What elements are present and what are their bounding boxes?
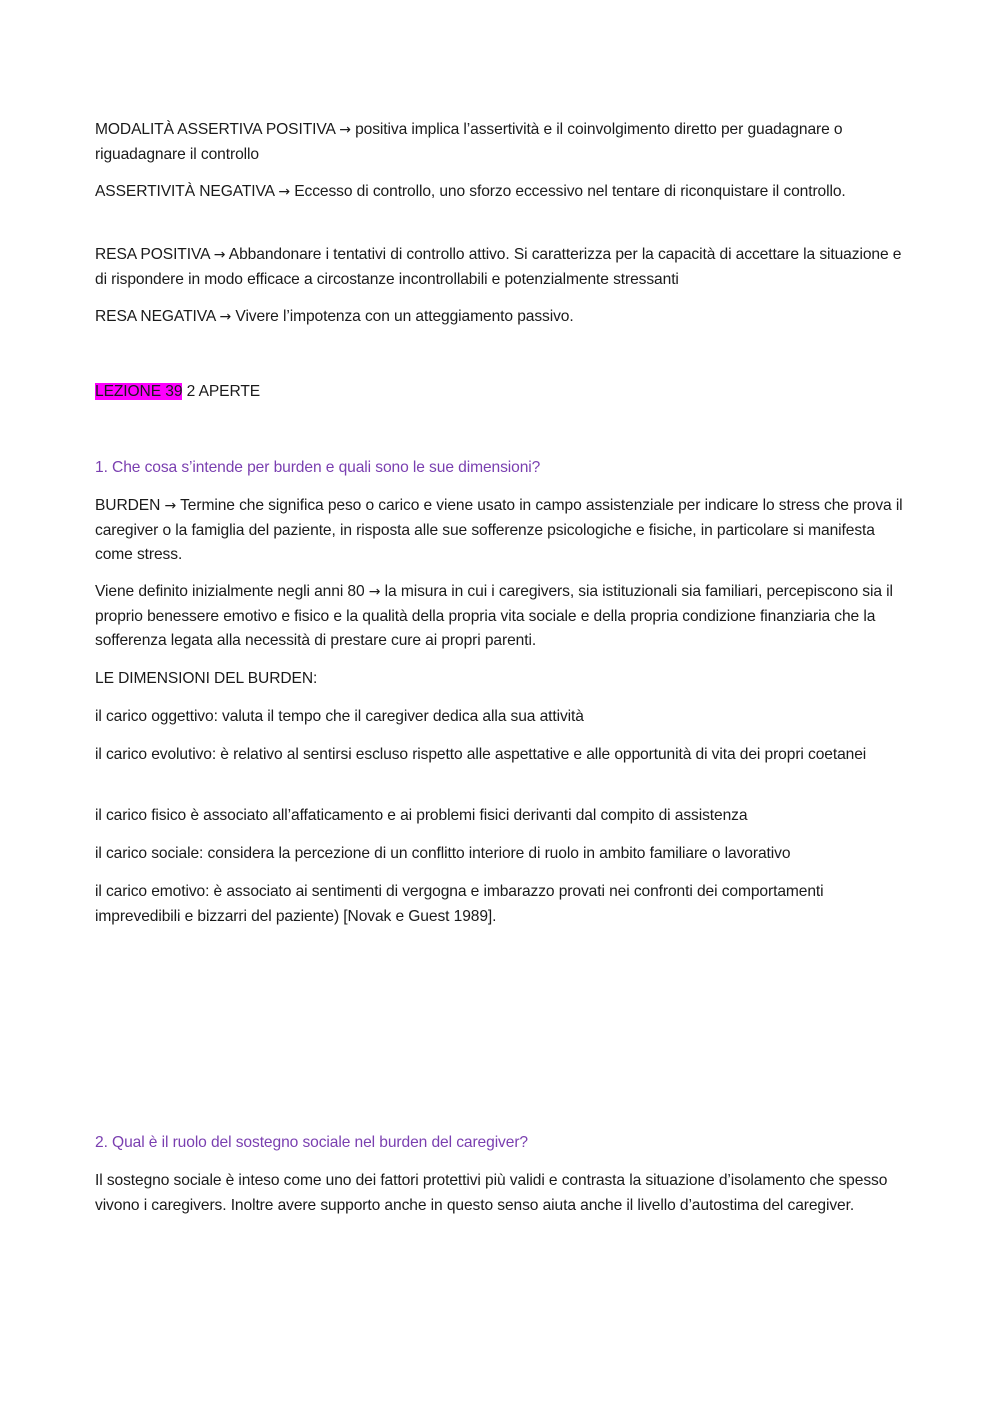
question-1: 1. Che cosa s’intende per burden e quali sono le sue dimensioni?: [95, 459, 541, 476]
dimension-item: il carico fisico è associato all’affaticamento e ai problemi fisici derivanti dal compito di assistenza: [95, 807, 748, 824]
arrow-right-icon: →: [219, 309, 232, 325]
term-label: RESA POSITIVA: [95, 246, 210, 263]
dimension-item: il carico oggettivo: valuta il tempo che il caregiver dedica alla sua attività: [95, 708, 584, 725]
term-definition: positiva implica l’assertività e il coinvolgimento diretto per guadagnare o riguadagnare il controllo: [95, 121, 843, 163]
term-label: RESA NEGATIVA: [95, 308, 216, 325]
term-definition: Eccesso di controllo, uno sforzo eccessivo nel tentare di riconquistare il controllo.: [294, 183, 846, 200]
dimension-item: il carico sociale: considera la percezione di un conflitto interiore di ruolo in ambito familiare o lavorativo: [95, 845, 791, 862]
term-definition: Termine che significa peso o carico e viene usato in campo assistenziale per indicare lo stress che prova il caregiver o la famiglia del paziente, in risposta alle sue sofferenze psicologiche e fisiche, in particolare si manifesta come stress.: [95, 497, 903, 563]
paragraph-resa-positiva: [95, 243, 905, 292]
term-label: BURDEN: [95, 497, 161, 514]
term-definition: Vivere l’impotenza con un atteggiamento passivo.: [235, 308, 574, 325]
arrow-right-icon: →: [213, 247, 226, 263]
answer-2: Il sostegno sociale è inteso come uno dei fattori protettivi più validi e contrasta la situazione d’isolamento che spesso vivono i caregivers. Inoltre avere supporto anche in questo senso aiuta anche il livello d’autostima del caregiver.: [95, 1172, 888, 1214]
dimension-item: il carico emotivo: è associato ai sentimenti di vergogna e imbarazzo provati nei confronti dei comportamenti imprevedibili e bizzarri del paziente) [Novak e Guest 1989].: [95, 883, 824, 925]
lesson-subtitle: 2 APERTE: [186, 383, 261, 400]
dimensions-title: LE DIMENSIONI DEL BURDEN:: [95, 670, 318, 687]
paragraph-resa-negativa: [95, 305, 905, 330]
arrow-right-icon: →: [278, 184, 290, 200]
arrow-right-icon: →: [368, 584, 381, 600]
lesson-highlight: LEZIONE 39: [95, 383, 183, 400]
paragraph-assertive-negative: [95, 180, 905, 205]
dimension-item: il carico evolutivo: è relativo al sentirsi escluso rispetto alle aspettative e alle opportunità di vita dei propri coetanei: [95, 746, 867, 763]
paragraph-assertive-positive: [95, 118, 905, 167]
question-2: 2. Qual è il ruolo del sostegno sociale nel burden del caregiver?: [95, 1134, 528, 1151]
document-page: [95, 0, 905, 1414]
lesson-heading: [95, 380, 905, 405]
definition-body: la misura in cui i caregivers, sia istituzionali sia familiari, percepiscono sia il proprio benessere emotivo e fisico e la qualità della propria vita sociale e della propria condizione finanziaria che la sofferenza legata alla necessità di prestare cure ai propri parenti.: [95, 583, 893, 649]
arrow-right-icon: →: [164, 498, 177, 514]
arrow-right-icon: →: [339, 122, 351, 138]
definition-intro: Viene definito inizialmente negli anni 80: [95, 583, 365, 600]
paragraph-burden: [95, 494, 905, 568]
term-label: ASSERTIVITÀ NEGATIVA: [95, 183, 275, 200]
paragraph-definition: [95, 580, 905, 654]
term-label: MODALITÀ ASSERTIVA POSITIVA: [95, 121, 335, 138]
term-definition: Abbandonare i tentativi di controllo attivo. Si caratterizza per la capacità di accettare la situazione e di rispondere in modo efficace a circostanze incontrollabili e potenzialmente stressanti: [95, 246, 902, 288]
